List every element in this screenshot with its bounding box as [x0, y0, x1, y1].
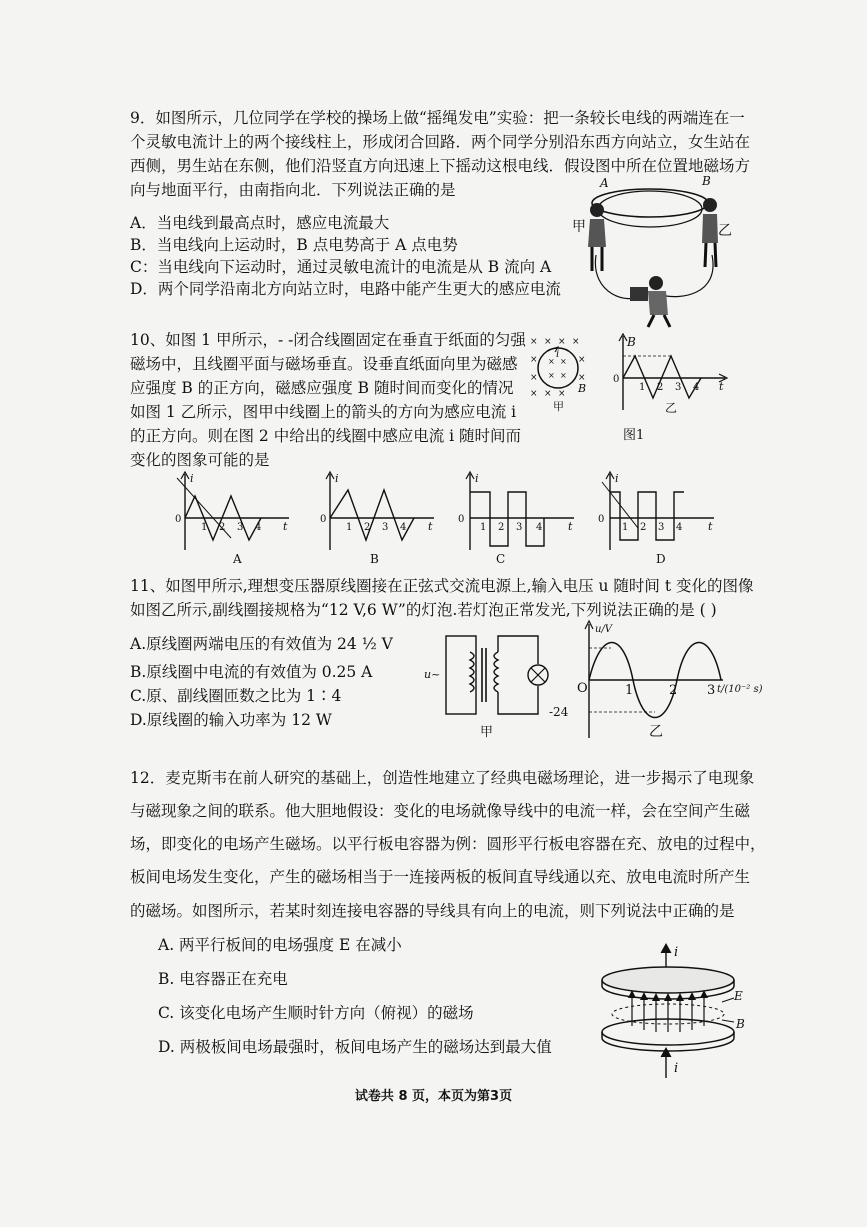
q10-graph-a	[165, 468, 305, 568]
fig1-caption: 图1	[623, 428, 645, 443]
wave-u-axis: u/V	[595, 624, 613, 635]
page-footer: 试卷共 8 页，本页为第3页	[354, 1089, 513, 1104]
wave-neg-24: -24	[549, 705, 569, 719]
svg-text:×: ×	[558, 389, 566, 399]
b-tick-2: 2	[657, 382, 664, 393]
q12-line-3: 场，即变化的电场产生磁场。以平行板电容器为例：圆形平行板电容器在充、放电的过程中，	[130, 835, 766, 853]
q9-line-3: 西侧，男生站在东侧，他们沿竖直方向迅速上下摇动这根电线．假设图中所在位置地磁场方	[130, 157, 751, 175]
svg-text:3: 3	[382, 522, 389, 533]
svg-text:×: ×	[560, 371, 567, 380]
svg-text:i: i	[335, 472, 339, 485]
svg-text:1: 1	[622, 522, 629, 533]
q12-option-a: A. 两平行板间的电场强度 E 在减小	[158, 936, 402, 954]
graph-b-letter: B	[370, 552, 379, 566]
svg-text:i: i	[475, 472, 479, 485]
svg-text:×: ×	[548, 371, 555, 380]
q9-line-4: 向与地面平行，由南指向北．下列说法正确的是	[130, 181, 456, 199]
cap-e-label: E	[734, 989, 743, 1003]
girl-figure	[588, 203, 606, 271]
cap-i-bottom: i	[674, 1061, 679, 1076]
svg-text:0: 0	[458, 514, 465, 525]
q9-label-a: A	[600, 176, 609, 190]
svg-text:×: ×	[530, 389, 538, 399]
wave-tick-2: 2	[669, 683, 678, 698]
svg-text:4: 4	[536, 522, 543, 533]
q9-label-right: 乙	[718, 223, 732, 239]
q10-coil-figure	[528, 332, 596, 412]
coil-jia-label: 甲	[553, 400, 564, 413]
q12-line-4: 板间电场发生变化，产生的磁场相当于一连接两板的板间直导线通以充、放电电流时所产生	[130, 868, 751, 886]
svg-text:3: 3	[516, 522, 523, 533]
svg-text:×: ×	[544, 337, 552, 347]
svg-text:×: ×	[572, 337, 580, 347]
q12-line-2: 与磁现象之间的联系。他大胆地假设：变化的电场就像导线中的电流一样，会在空间产生磁	[130, 802, 751, 820]
q9-option-b: B．当电线向上运动时，B 点电势高于 A 点电势	[130, 236, 458, 254]
q11-option-b: B.原线圈中电流的有效值为 0.25 A	[130, 663, 373, 681]
svg-text:i: i	[190, 472, 194, 485]
galvanometer-student	[630, 276, 670, 327]
q12-line-5: 的磁场。如图所示，若某时刻连接电容器的导线具有向上的电流，则下列说法中正确的是	[130, 902, 735, 920]
svg-text:1: 1	[346, 522, 353, 533]
svg-text:4: 4	[676, 522, 683, 533]
svg-text:t: t	[283, 520, 288, 533]
svg-text:t: t	[428, 520, 433, 533]
graph-a-letter: A	[233, 552, 242, 566]
q11-line-2: 如图乙所示,副线圈接规格为“12 V,6 W”的灯泡.若灯泡正常发光,下列说法正确的是 ( )	[130, 601, 717, 619]
q9-figure	[570, 175, 730, 335]
q9-label-b: B	[702, 174, 711, 188]
q12-line-1: 12．麦克斯韦在前人研究的基础上，创造性地建立了经典电磁场理论，进一步揭示了电现象	[130, 769, 755, 787]
graph-d-letter: D	[656, 552, 666, 566]
q10-line-2: 磁场中，且线圈平面与磁场垂直。设垂直纸面向里为磁感	[130, 355, 518, 373]
b-axis-label: B	[627, 335, 636, 349]
q9-option-a: A．当电线到最高点时，感应电流最大	[130, 214, 390, 232]
q9-option-d: D．两个同学沿南北方向站立时，电路中能产生更大的感应电流	[130, 280, 561, 298]
b-tick-1: 1	[639, 382, 646, 393]
q11-circuit	[420, 630, 560, 742]
q11-option-a: A.原线圈两端电压的有效值为 24 ½ V	[130, 635, 393, 653]
circuit-jia-label: 甲	[480, 725, 494, 740]
q9-line-2: 个灵敏电流计上的两个接线柱上，形成闭合回路．两个同学分别沿东西方向站立，女生站在	[130, 133, 751, 151]
coil-b-label: B	[578, 382, 587, 395]
wave-t-axis: t/(10⁻² s)	[717, 684, 763, 695]
svg-text:0: 0	[598, 514, 605, 525]
svg-text:×: ×	[530, 355, 538, 365]
wave-yi-label: 乙	[649, 724, 663, 740]
cap-b-label: B	[736, 1017, 745, 1031]
graph-c-letter: C	[496, 552, 506, 566]
q12-option-d: D. 两极板间电场最强时，板间电场产生的磁场达到最大值	[158, 1038, 552, 1056]
svg-text:3: 3	[658, 522, 665, 533]
q10-line-3: 应强度 B 的正方向，磁感应强度 B 随时间而变化的情况	[130, 379, 514, 397]
q10-graph-d	[590, 468, 730, 568]
q12-option-b: B. 电容器正在充电	[158, 970, 288, 988]
q11-wave	[545, 618, 795, 742]
svg-text:t: t	[568, 520, 573, 533]
svg-text:2: 2	[364, 522, 371, 533]
b-yi-label: 乙	[665, 401, 678, 415]
svg-text:4: 4	[400, 522, 407, 533]
b-tick-4: 4	[693, 382, 700, 393]
svg-text:1: 1	[480, 522, 487, 533]
svg-text:×: ×	[578, 373, 586, 383]
svg-text:0: 0	[175, 514, 182, 525]
coil-i-label: i	[556, 349, 560, 360]
svg-text:2: 2	[640, 522, 647, 533]
q11-option-d: D.原线圈的输入功率为 12 W	[130, 711, 332, 729]
svg-text:3: 3	[237, 522, 244, 533]
q9-line-1: 9．如图所示，几位同学在学校的操场上做“摇绳发电”实验：把一条较长电线的两端连在一	[130, 109, 745, 127]
wave-origin: O	[577, 681, 588, 696]
b-tick-3: 3	[675, 382, 682, 393]
svg-text:×: ×	[578, 355, 586, 365]
q11-option-c: C.原、副线圈匝数之比为 1∶4	[130, 687, 342, 705]
q11-line-1: 11、如图甲所示,理想变压器原线圈接在正弦式交流电源上,输入电压 u 随时间 t 变化的图像	[130, 577, 754, 595]
q10-line-1: 10、如图 1 甲所示，- -闭合线圈固定在垂直于纸面的匀强	[130, 331, 526, 349]
q9-option-c: C：当电线向下运动时，通过灵敏电流计的电流是从 B 流向 A	[130, 258, 552, 276]
b-t-label: t	[719, 380, 724, 393]
svg-text:i: i	[615, 472, 619, 485]
svg-text:t: t	[708, 520, 713, 533]
svg-text:×: ×	[530, 337, 538, 347]
q9-label-left: 甲	[572, 219, 586, 235]
svg-text:×: ×	[560, 357, 567, 366]
wave-tick-3: 3	[707, 683, 716, 698]
wave-tick-1: 1	[625, 683, 634, 698]
q12-capacitor-figure	[592, 940, 772, 1080]
svg-text:×: ×	[548, 357, 555, 366]
b-origin: 0	[613, 374, 620, 385]
svg-text:0: 0	[320, 514, 327, 525]
q10-line-6: 变化的图象可能的是	[130, 451, 270, 469]
svg-text:1: 1	[201, 522, 208, 533]
q10-line-5: 的正方向。则在图 2 中给出的线圈中感应电流 i 随时间而	[130, 427, 522, 445]
svg-text:×: ×	[530, 373, 538, 383]
svg-text:×: ×	[544, 389, 552, 399]
q12-option-c: C. 该变化电场产生顺时针方向（俯视）的磁场	[158, 1004, 474, 1022]
svg-text:4: 4	[255, 522, 262, 533]
svg-text:2: 2	[498, 522, 505, 533]
q10-b-graph	[603, 332, 733, 414]
circuit-u-label: u~	[424, 668, 441, 681]
q10-graph-c	[450, 468, 590, 568]
q10-line-4: 如图 1 乙所示，图甲中线圈上的箭头的方向为感应电流 i	[130, 403, 517, 421]
q10-graph-b	[310, 468, 450, 568]
svg-text:×: ×	[558, 337, 566, 347]
cap-i-top: i	[674, 945, 679, 960]
svg-text:2: 2	[219, 522, 226, 533]
boy-figure	[702, 198, 718, 267]
